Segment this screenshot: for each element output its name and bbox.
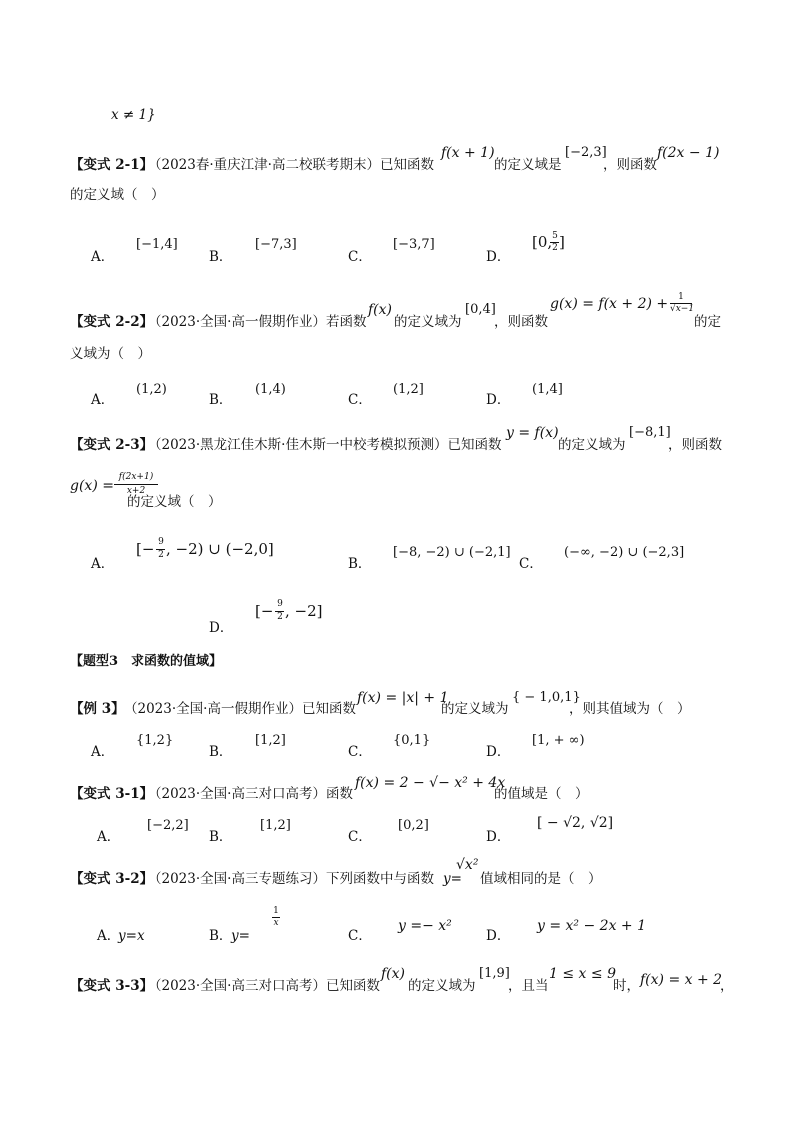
- question-text: ，则函数: [603, 157, 657, 173]
- domain-expr: [−2,3]: [565, 145, 607, 160]
- question-text: ，则函数: [494, 314, 548, 330]
- fraction-denominator: √x−1: [670, 304, 695, 314]
- question-source: （2023·全国·高一假期作业）若函数: [148, 314, 367, 330]
- option-letter: B．: [209, 392, 233, 408]
- function-expr: g(x) = f(x + 2) +: [550, 296, 669, 312]
- question-text: 的定义域（ ）: [70, 187, 165, 203]
- fraction-denominator: 2: [277, 612, 283, 622]
- option-letter: D．: [486, 928, 511, 944]
- question-label: 【变式 3-1】: [70, 786, 154, 802]
- option-value: , −2) ∪ (−2,0]: [166, 540, 274, 558]
- option-value: y=x: [118, 928, 145, 944]
- option-value: [−2,2]: [147, 818, 189, 833]
- option-value: [1,2]: [255, 733, 286, 748]
- option-letter: D．: [486, 249, 511, 265]
- question-source: （2023春·重庆江津·高二校联考期末）已知函数: [148, 157, 434, 173]
- question-source: （2023·全国·高三对口高考）已知函数: [148, 978, 380, 994]
- top-fragment: x ≠ 1}: [111, 107, 156, 123]
- option-value: , −2]: [285, 602, 323, 620]
- option-letter: A．: [91, 744, 115, 760]
- fraction-numerator: 1: [273, 906, 279, 916]
- question-source: （2023·黑龙江佳木斯·佳木斯一中校考模拟预测）已知函数: [148, 437, 502, 453]
- option-value: [−8, −2) ∪ (−2,1]: [393, 545, 511, 560]
- option-letter: C．: [348, 928, 372, 944]
- option-value: (−∞, −2) ∪ (−2,3]: [564, 545, 685, 560]
- option-letter: B．: [348, 556, 372, 572]
- fraction-numerator: 1: [678, 292, 684, 302]
- option-letter: B．: [209, 829, 233, 845]
- option-value: y =− x²: [398, 918, 452, 934]
- option-letter: A．: [97, 928, 121, 944]
- option-letter: C．: [348, 392, 372, 408]
- question-text: 义域为（ ）: [70, 346, 151, 362]
- function-expr: f(x) = 2 − √− x² + 4x: [355, 775, 506, 791]
- option-letter: A．: [91, 392, 115, 408]
- question-text: 的值域是（ ）: [494, 786, 589, 802]
- question-text: 的定义域为: [441, 701, 509, 717]
- function-expr: y=: [443, 871, 462, 887]
- option-value: [0,: [532, 233, 553, 251]
- function-expr: f(x): [368, 302, 393, 318]
- question-text: 的定义域是: [494, 157, 562, 173]
- option-value: [−7,3]: [255, 237, 297, 252]
- domain-expr: [0,4]: [465, 302, 496, 317]
- function-expr: f(x + 1): [441, 145, 495, 161]
- fraction-denominator: 2: [158, 550, 164, 560]
- option-letter: D．: [209, 620, 234, 636]
- option-letter: A．: [91, 249, 115, 265]
- option-letter: D．: [486, 829, 511, 845]
- option-letter: A．: [97, 829, 121, 845]
- fraction-numerator: 9: [158, 537, 164, 547]
- option-value: [−: [136, 540, 155, 558]
- fraction-numerator: 5: [552, 231, 558, 241]
- option-letter: C．: [348, 249, 372, 265]
- option-value: y=: [231, 928, 250, 944]
- option-value: [−: [255, 602, 274, 620]
- section-heading: 【题型3 求函数的值域】: [70, 654, 223, 669]
- fraction-numerator: f(2x+1): [118, 472, 154, 482]
- function-expr: y = f(x): [506, 425, 559, 441]
- option-letter: D．: [486, 744, 511, 760]
- option-value: ]: [559, 233, 565, 251]
- question-text: 的定义域为: [558, 437, 626, 453]
- fraction-denominator: 2: [552, 243, 558, 253]
- option-letter: C．: [348, 829, 372, 845]
- option-value: [1,2]: [260, 818, 291, 833]
- option-value: {0,1}: [393, 733, 431, 748]
- option-letter: C．: [519, 556, 543, 572]
- domain-expr: [−8,1]: [629, 425, 671, 440]
- option-value: (1,4]: [532, 382, 563, 397]
- question-text: 的定义域为: [408, 978, 476, 994]
- question-label: 【变式 2-2】: [70, 314, 154, 330]
- question-label: 【变式 3-2】: [70, 871, 154, 887]
- question-source: （2023·全国·高三专题练习）下列函数中与函数: [148, 871, 434, 887]
- fraction-bar: [114, 484, 158, 485]
- fraction-denominator: x: [273, 918, 279, 928]
- sqrt-expr: √x²: [456, 857, 479, 873]
- question-text: 的定义域为: [394, 314, 462, 330]
- option-value: (1,4): [255, 382, 286, 397]
- function-expr: g(x) =: [70, 478, 114, 494]
- question-text: ，: [720, 978, 734, 994]
- option-letter: A．: [91, 556, 115, 572]
- fraction-numerator: 9: [277, 599, 283, 609]
- question-label: 【变式 3-3】: [70, 978, 154, 994]
- option-value: [0,2]: [398, 818, 429, 833]
- fraction-denominator: x+2: [126, 486, 146, 496]
- question-text: ，则函数: [668, 437, 722, 453]
- domain-expr: [1,9]: [479, 966, 510, 981]
- question-source: （2023·全国·高三对口高考）函数: [148, 786, 353, 802]
- option-value: {1,2}: [136, 733, 174, 748]
- option-letter: D．: [486, 392, 511, 408]
- question-label: 【变式 2-3】: [70, 437, 154, 453]
- question-text: 值域相同的是（ ）: [480, 871, 602, 887]
- question-label: 【例 3】: [70, 701, 125, 717]
- question-text: 时，: [613, 978, 640, 994]
- question-label: 【变式 2-1】: [70, 157, 154, 173]
- option-value: y = x² − 2x + 1: [537, 918, 647, 934]
- question-text: 的定: [694, 314, 721, 330]
- option-letter: B．: [209, 249, 233, 265]
- question-source: （2023·全国·高一假期作业）已知函数: [124, 701, 356, 717]
- function-expr: f(2x − 1): [657, 145, 720, 161]
- option-letter: C．: [348, 744, 372, 760]
- option-letter: B．: [209, 928, 233, 944]
- option-value: (1,2): [136, 382, 167, 397]
- option-value: [ − √2, √2]: [537, 815, 614, 831]
- option-value: (1,2]: [393, 382, 424, 397]
- function-expr: f(x): [381, 966, 406, 982]
- function-expr: f(x) = x + 2: [640, 972, 723, 988]
- option-value: [−1,4]: [136, 237, 178, 252]
- option-value: [−3,7]: [393, 237, 435, 252]
- domain-expr: { − 1,0,1}: [512, 690, 581, 705]
- option-value: [1, + ∞): [532, 733, 585, 748]
- option-letter: B．: [209, 744, 233, 760]
- condition-expr: 1 ≤ x ≤ 9: [549, 966, 616, 982]
- question-text: ，则其值域为（ ）: [569, 701, 691, 717]
- function-expr: f(x) = |x| + 1: [357, 690, 449, 706]
- question-text: ，且当: [508, 978, 549, 994]
- question-text: 的定义域（ ）: [127, 494, 222, 510]
